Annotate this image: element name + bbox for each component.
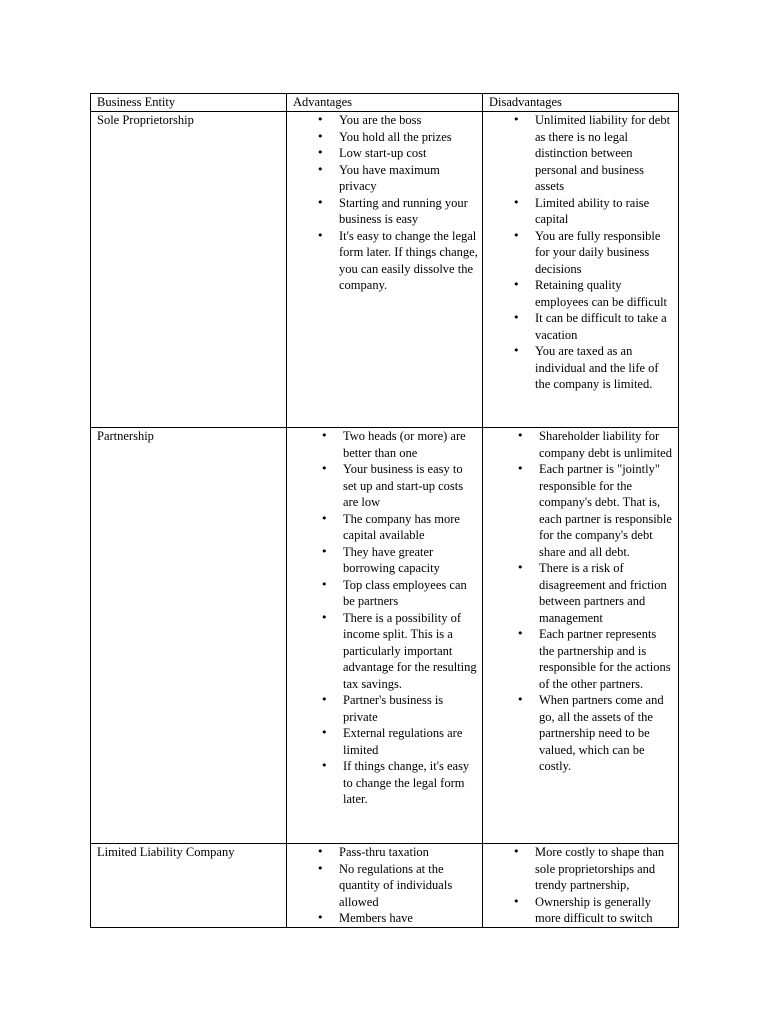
bullet-item: • Shareholder liability for company debt is unlimited xyxy=(489,428,674,461)
bullet-item: • If things change, it's easy to change the legal form later. xyxy=(293,758,478,808)
bullet-item: • The company has more capital available xyxy=(293,511,478,544)
bullet-item: • You are fully responsible for your daily business decisions xyxy=(489,228,674,278)
bullet-item: • There is a risk of disagreement and friction between partners and management xyxy=(489,560,674,626)
bullet-item: • Unlimited liability for debt as there is no legal distinction between personal and business assets xyxy=(489,112,674,195)
entity-cell: Partnership xyxy=(91,428,287,844)
bullet-item: • You hold all the prizes xyxy=(293,129,478,146)
bullet-item: • Starting and running your business is easy xyxy=(293,195,478,228)
bullet-item: • They have greater borrowing capacity xyxy=(293,544,478,577)
disadvantages-cell xyxy=(483,112,679,428)
bullet-item: • You are taxed as an individual and the life of the company is limited. xyxy=(489,343,674,393)
table-row xyxy=(91,844,679,928)
bullet-item: • Ownership is generally more difficult to switch xyxy=(489,894,674,927)
bullet-item: • It can be difficult to take a vacation xyxy=(489,310,674,343)
bullet-item: • Low start-up cost xyxy=(293,145,478,162)
header-cell-business-entity: Business Entity xyxy=(91,94,287,112)
bullet-item: • External regulations are limited xyxy=(293,725,478,758)
advantages-cell xyxy=(287,844,483,928)
bullet-item: • Top class employees can be partners xyxy=(293,577,478,610)
advantages-cell xyxy=(287,112,483,428)
bullet-item: • Each partner is "jointly" responsible for the company's debt. That is, each partner is responsible for the company's debt share and all debt. xyxy=(489,461,674,560)
disadvantages-cell xyxy=(483,428,679,844)
bullet-item: • Your business is easy to set up and start-up costs are low xyxy=(293,461,478,511)
bullet-item: • Members have xyxy=(293,910,478,927)
advantages-list xyxy=(293,844,478,927)
header-cell-advantages: Advantages xyxy=(287,94,483,112)
bullet-item: • Each partner represents the partnership and is responsible for the actions of the other partners. xyxy=(489,626,674,692)
disadvantages-list xyxy=(489,112,674,393)
table-header-row xyxy=(91,94,679,112)
bullet-item: • Pass-thru taxation xyxy=(293,844,478,861)
disadvantages-list xyxy=(489,844,674,927)
header-cell-disadvantages: Disadvantages xyxy=(483,94,679,112)
bullet-item: • Partner's business is private xyxy=(293,692,478,725)
bullet-item: • No regulations at the quantity of individuals allowed xyxy=(293,861,478,911)
business-entity-table xyxy=(90,93,679,928)
disadvantages-cell xyxy=(483,844,679,928)
disadvantages-list xyxy=(489,428,674,775)
advantages-list xyxy=(293,428,478,808)
table-row xyxy=(91,428,679,844)
entity-cell: Sole Proprietorship xyxy=(91,112,287,428)
advantages-list xyxy=(293,112,478,294)
bullet-item: • Retaining quality employees can be difficult xyxy=(489,277,674,310)
bullet-item: • There is a possibility of income split. This is a particularly important advantage for the resulting tax savings. xyxy=(293,610,478,693)
bullet-item: • More costly to shape than sole proprietorships and trendy partnership, xyxy=(489,844,674,894)
bullet-item: • You are the boss xyxy=(293,112,478,129)
entity-cell: Limited Liability Company xyxy=(91,844,287,928)
bullet-item: • When partners come and go, all the assets of the partnership need to be valued, which can be costly. xyxy=(489,692,674,775)
bullet-item: • Limited ability to raise capital xyxy=(489,195,674,228)
table-row xyxy=(91,112,679,428)
bullet-item: • You have maximum privacy xyxy=(293,162,478,195)
bullet-item: • It's easy to change the legal form later. If things change, you can easily dissolve the company. xyxy=(293,228,478,294)
advantages-cell xyxy=(287,428,483,844)
bullet-item: • Two heads (or more) are better than one xyxy=(293,428,478,461)
